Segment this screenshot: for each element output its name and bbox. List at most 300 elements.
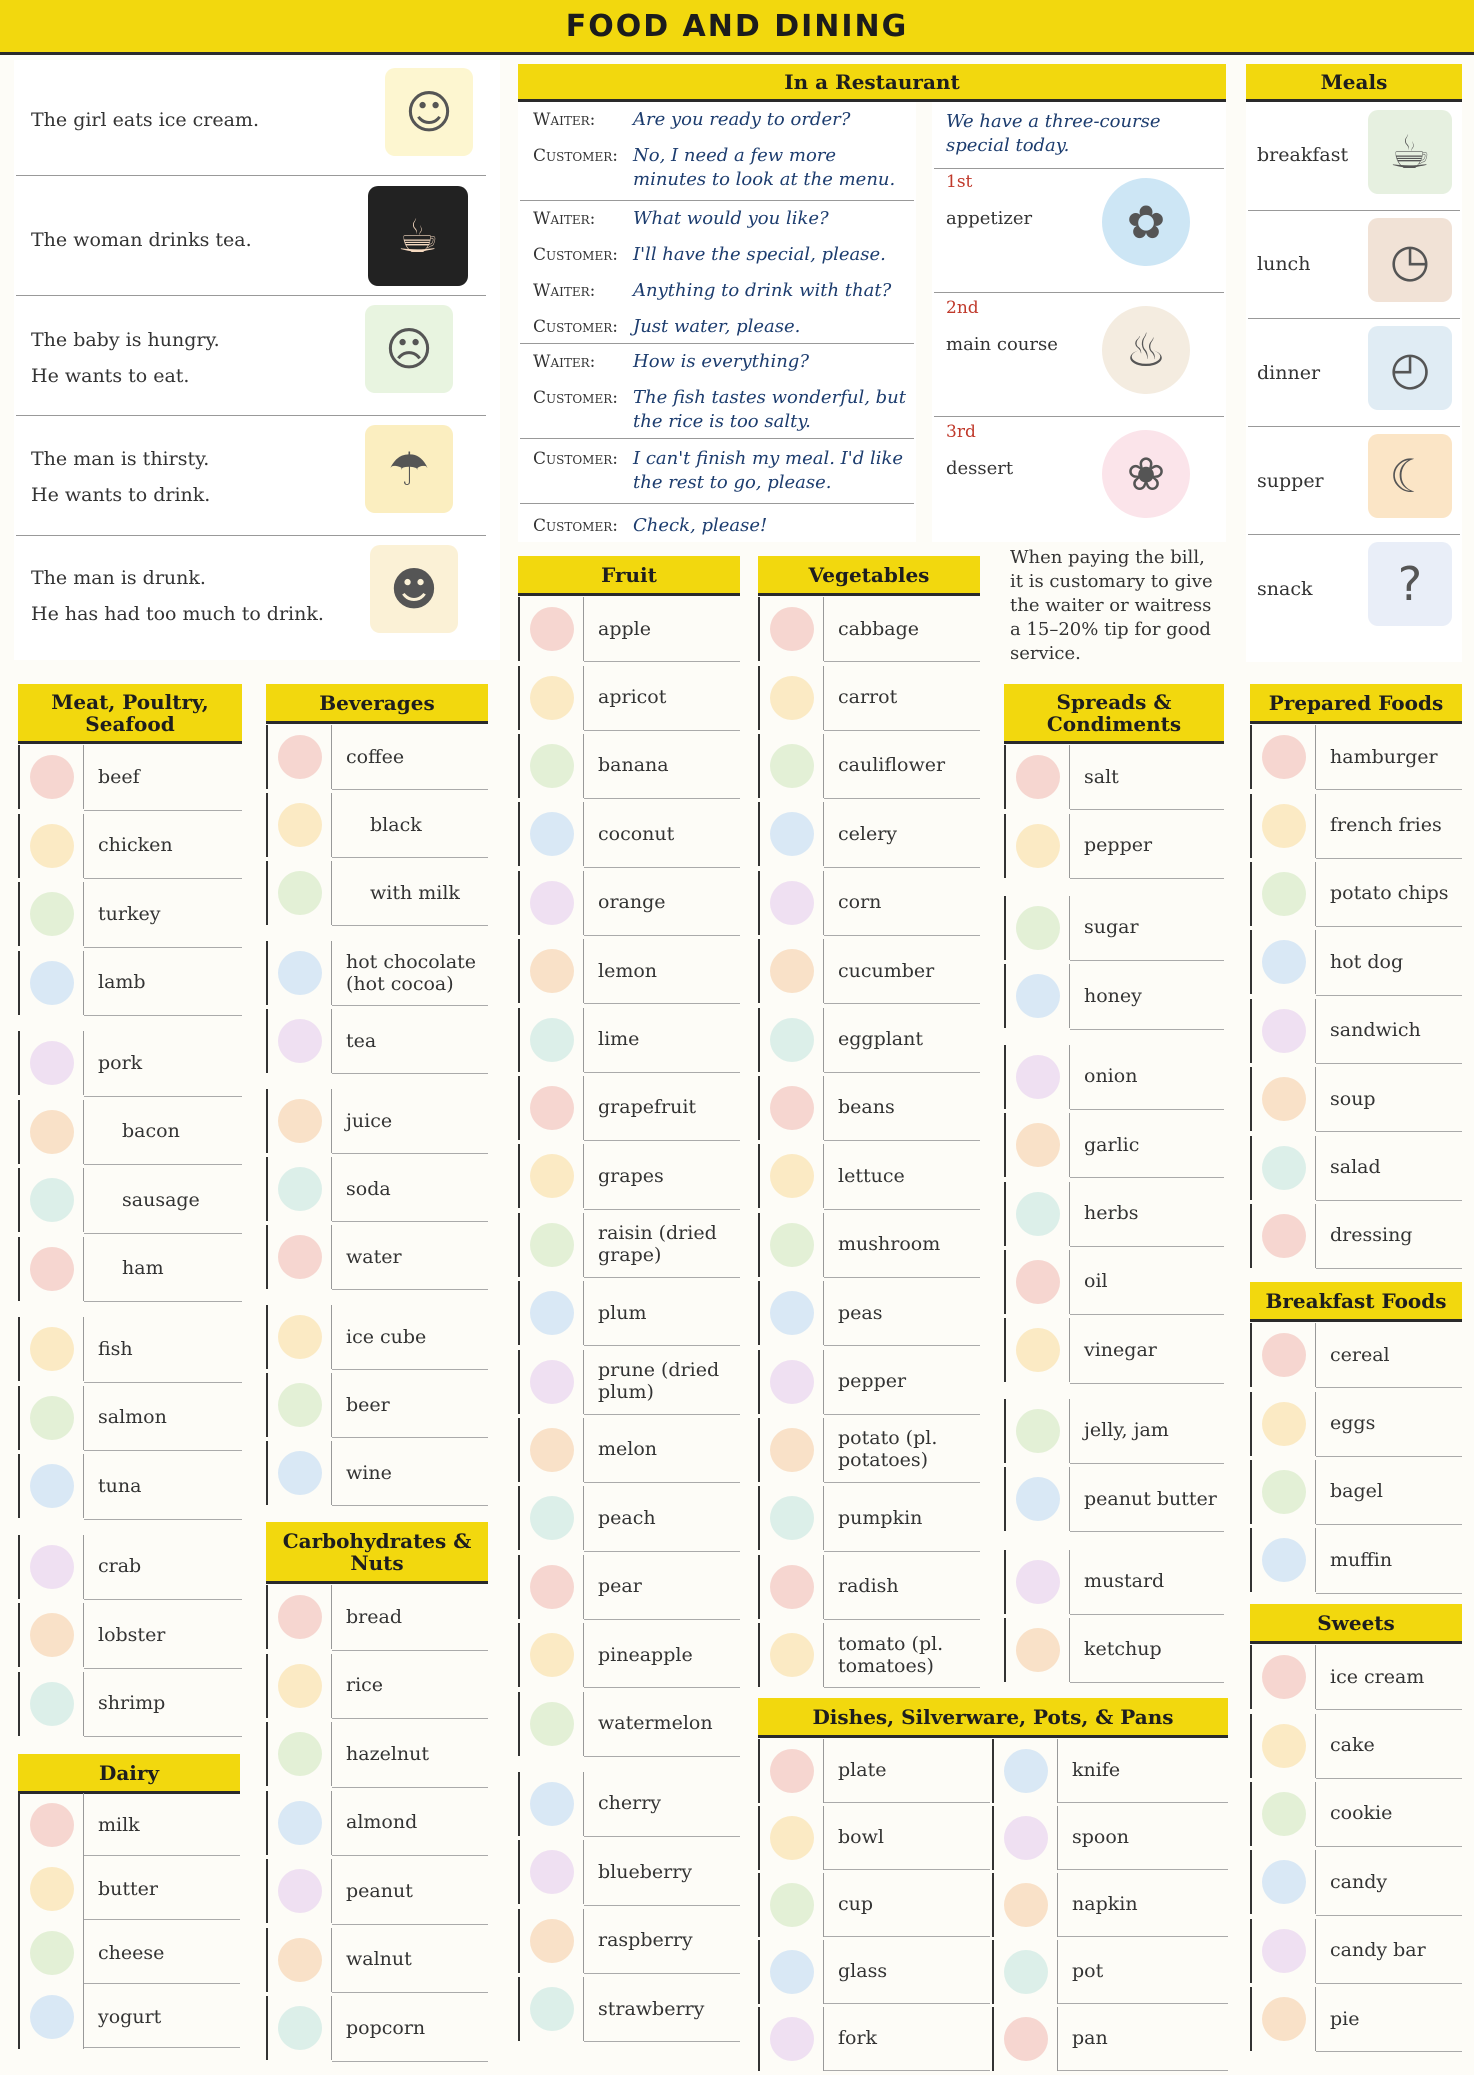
food-icon: [770, 2017, 814, 2061]
vegetables-item: [758, 1417, 980, 1483]
meat-title: Meat, Poultry, Seafood: [51, 689, 209, 736]
food-icon: [530, 744, 574, 788]
meat-item: [18, 1671, 242, 1738]
food-icon: [1016, 1628, 1060, 1672]
item-picture-cell: [518, 1977, 584, 2041]
item-label: potato chips: [1316, 861, 1462, 927]
food-icon: [30, 1995, 74, 2039]
speaker: Customer:: [533, 388, 618, 408]
sentence-2: [31, 222, 252, 258]
course-label: dessert: [946, 458, 1014, 479]
food-icon: [30, 1464, 74, 1508]
spreads-title: Spreads & Condiments: [1046, 689, 1182, 736]
food-icon: [530, 1018, 574, 1062]
item-picture-cell: [18, 1237, 84, 1301]
food-icon: [30, 755, 74, 799]
meat-item: [18, 1167, 242, 1234]
meal-supper: supper: [1257, 470, 1324, 492]
food-icon: [1004, 2017, 1048, 2061]
vegetables-item: [758, 1348, 980, 1414]
vegetables-item: [758, 801, 980, 867]
divider: [520, 503, 914, 504]
fruit-header: [518, 556, 740, 596]
dialogue-line-2: [533, 144, 913, 192]
item-picture-cell: [1004, 1113, 1070, 1177]
meat-header: [18, 684, 242, 744]
food-icon: [770, 1223, 814, 1267]
item-picture-cell: [266, 1089, 332, 1153]
item-label: coffee: [332, 724, 488, 790]
item-label: eggplant: [824, 1006, 980, 1072]
food-icon: [30, 1110, 74, 1154]
spreads-item: [1004, 1548, 1224, 1614]
item-label: cookie: [1316, 1781, 1462, 1847]
vegetables-title: Vegetables: [808, 562, 930, 587]
item-picture-cell: [758, 1144, 824, 1208]
food-icon: [1016, 1477, 1060, 1521]
item-label: pineapple: [584, 1622, 740, 1688]
sentence-4-line2: He wants to drink.: [31, 484, 211, 506]
item-picture-cell: [518, 597, 584, 661]
course-3: [946, 422, 1013, 479]
beverages-item: [266, 940, 488, 1006]
dialogue-text: I'll have the special, please.: [633, 244, 886, 265]
item-label: raspberry: [584, 1908, 740, 1974]
item-picture-cell: [18, 1100, 84, 1164]
item-label: carrot: [824, 664, 980, 730]
vegetables-header: [758, 556, 980, 596]
speaker: Waiter:: [533, 281, 596, 301]
item-picture-cell: [518, 1692, 584, 1756]
food-icon: [30, 824, 74, 868]
item-picture-cell: [758, 1486, 824, 1550]
dialogue-line-4: [533, 243, 913, 267]
item-label: sausage: [84, 1167, 242, 1234]
food-icon: [1262, 1214, 1306, 1258]
item-label: pumpkin: [824, 1485, 980, 1551]
woman-tea-picture: ☕: [368, 186, 468, 286]
item-label: butter: [84, 1858, 240, 1920]
item-label: hot dog: [1316, 929, 1462, 995]
item-picture-cell: [1004, 1182, 1070, 1246]
food-icon: [530, 676, 574, 720]
item-label: cereal: [1316, 1322, 1462, 1388]
item-picture-cell: [758, 1281, 824, 1345]
spreads-item: [1004, 895, 1224, 961]
speaker: Customer:: [533, 516, 618, 536]
meal-breakfast: breakfast: [1257, 144, 1349, 166]
item-picture-cell: [266, 1791, 332, 1855]
food-icon: [30, 1247, 74, 1291]
item-label: strawberry: [584, 1976, 740, 2042]
food-icon: [1016, 1409, 1060, 1453]
item-picture-cell: [18, 814, 84, 878]
item-label: bacon: [84, 1099, 242, 1166]
food-icon: [530, 1782, 574, 1826]
item-picture-cell: [266, 725, 332, 789]
speaker: Waiter:: [533, 110, 596, 130]
item-picture-cell: [518, 734, 584, 798]
dialogue-text: Just water, please.: [633, 316, 801, 337]
item-label: sandwich: [1316, 998, 1462, 1064]
meat-item: [18, 1236, 242, 1303]
item-label: walnut: [332, 1927, 488, 1994]
item-picture-cell: [758, 1623, 824, 1687]
item-label: pot: [1058, 1939, 1228, 2004]
item-picture-cell: [518, 1486, 584, 1550]
course-1: [946, 172, 1032, 229]
fruit-item: [518, 1212, 740, 1278]
thirsty-man-picture: ☂: [365, 425, 453, 513]
item-picture-cell: [758, 871, 824, 935]
special-note: [946, 110, 1196, 158]
food-icon: [1004, 1950, 1048, 1994]
item-picture-cell: [18, 1535, 84, 1599]
meals-title: Meals: [1320, 69, 1388, 94]
food-icon: [278, 2006, 322, 2050]
spreads-item: [1004, 1466, 1224, 1532]
fruit-item: [518, 1485, 740, 1551]
item-label: hamburger: [1316, 724, 1462, 790]
beverages-title: Beverages: [319, 690, 435, 715]
item-picture-cell: [18, 1985, 84, 2049]
food-icon: [1262, 1470, 1306, 1514]
dairy-item: [18, 1922, 240, 1984]
beverages-item: [266, 1088, 488, 1154]
item-label: pepper: [1070, 812, 1224, 878]
item-picture-cell: [1250, 1392, 1316, 1456]
spreads-header: [1004, 684, 1224, 744]
item-label: cake: [1316, 1712, 1462, 1778]
item-label: almond: [332, 1790, 488, 1857]
item-picture-cell: [518, 939, 584, 1003]
food-icon: [1016, 906, 1060, 950]
item-picture-cell: [758, 1806, 824, 1870]
carbs-item: [266, 1927, 488, 1994]
prepared-title: Prepared Foods: [1268, 690, 1444, 715]
sentence-3: [31, 322, 220, 394]
item-label: yogurt: [84, 1986, 240, 2048]
dishes-item: [758, 1872, 990, 1937]
item-label: salmon: [84, 1385, 242, 1452]
carbs-item: [266, 1995, 488, 2062]
dialogue-text: The fish tastes wonderful, but the rice is too salty.: [633, 387, 906, 432]
dinner-picture: ◴: [1368, 326, 1452, 410]
food-icon: [278, 1315, 322, 1359]
item-picture-cell: [1250, 862, 1316, 926]
item-picture-cell: [518, 1008, 584, 1072]
sweets-item: [1250, 1918, 1462, 1984]
dishes-item: [992, 1939, 1228, 2004]
food-icon: [30, 1041, 74, 1085]
speaker: Waiter:: [533, 209, 596, 229]
divider: [1248, 426, 1460, 427]
item-picture-cell: [758, 939, 824, 1003]
speaker: Customer:: [533, 146, 618, 166]
course-ordinal: 2nd: [946, 298, 979, 318]
food-icon: [1016, 1123, 1060, 1167]
item-picture-cell: [992, 2007, 1058, 2071]
dishes-item: [992, 1738, 1228, 1803]
spreads-item: [1004, 1317, 1224, 1383]
item-label: soup: [1316, 1066, 1462, 1132]
item-label: mushroom: [824, 1212, 980, 1278]
item-label: turkey: [84, 881, 242, 948]
item-picture-cell: [1004, 964, 1070, 1028]
vegetables-item: [758, 938, 980, 1004]
food-icon: [1262, 1929, 1306, 1973]
item-label: banana: [584, 733, 740, 799]
item-label: blueberry: [584, 1839, 740, 1905]
item-label: cucumber: [824, 938, 980, 1004]
item-picture-cell: [266, 1373, 332, 1437]
food-icon: [1262, 1402, 1306, 1446]
prepared-item: [1250, 861, 1462, 927]
dialogue-line-7: [533, 350, 913, 374]
item-picture-cell: [758, 1940, 824, 2004]
dialogue-line-9: [533, 447, 913, 495]
item-picture-cell: [518, 1555, 584, 1619]
item-label: wine: [332, 1440, 488, 1506]
item-picture-cell: [266, 1654, 332, 1718]
item-label: glass: [824, 1939, 990, 2004]
item-label: grapefruit: [584, 1075, 740, 1141]
vegetables-item: [758, 733, 980, 799]
item-label: french fries: [1316, 792, 1462, 858]
item-picture-cell: [758, 1076, 824, 1140]
food-icon: [30, 1867, 74, 1911]
beverages-item: [266, 1440, 488, 1506]
carbs-item: [266, 1721, 488, 1788]
item-picture-cell: [18, 882, 84, 946]
item-picture-cell: [1004, 1550, 1070, 1614]
dairy-title: Dairy: [98, 1760, 160, 1785]
meat-item: [18, 813, 242, 880]
dairy-item: [18, 1794, 240, 1856]
item-picture-cell: [18, 745, 84, 809]
item-picture-cell: [18, 1857, 84, 1921]
food-icon: [530, 812, 574, 856]
divider: [520, 343, 914, 344]
supper-picture: ☾: [1368, 434, 1452, 518]
carbs-item: [266, 1858, 488, 1925]
food-icon: [1016, 1055, 1060, 1099]
course-label: appetizer: [946, 208, 1033, 229]
dialogue-line-6: [533, 315, 913, 339]
item-label: with milk: [332, 860, 488, 926]
drunk-man-picture: ☻: [370, 545, 458, 633]
snack-picture: ?: [1368, 542, 1452, 626]
item-picture-cell: [1250, 725, 1316, 789]
food-icon: [278, 1732, 322, 1776]
item-picture-cell: [758, 1008, 824, 1072]
food-icon: [770, 607, 814, 651]
food-icon: [278, 735, 322, 779]
prepared-item: [1250, 1134, 1462, 1200]
item-picture-cell: [1250, 1323, 1316, 1387]
food-icon: [1016, 1328, 1060, 1372]
divider: [1248, 534, 1460, 535]
item-label: lobster: [84, 1602, 242, 1669]
sentence-4-line1: The man is thirsty.: [31, 448, 210, 470]
item-picture-cell: [18, 1317, 84, 1381]
food-icon: [30, 961, 74, 1005]
fruit-item: [518, 1280, 740, 1346]
item-label: bagel: [1316, 1459, 1462, 1525]
item-label: coconut: [584, 801, 740, 867]
meat-item: [18, 881, 242, 948]
food-icon: [1262, 1077, 1306, 1121]
item-label: peas: [824, 1280, 980, 1346]
prepared-header: [1250, 684, 1462, 724]
item-picture-cell: [18, 1672, 84, 1736]
dishes-item: [992, 2006, 1228, 2071]
food-icon: [1262, 1655, 1306, 1699]
item-picture-cell: [758, 1213, 824, 1277]
food-icon: [30, 1396, 74, 1440]
divider: [1248, 318, 1460, 319]
speaker: Waiter:: [533, 352, 596, 372]
food-icon: [1004, 1816, 1048, 1860]
item-picture-cell: [266, 1441, 332, 1505]
food-icon: [770, 744, 814, 788]
course-2: [946, 298, 1058, 355]
dialogue-line-8: [533, 386, 913, 434]
beverages-item: [266, 1224, 488, 1290]
fruit-item: [518, 801, 740, 867]
item-label: tea: [332, 1008, 488, 1074]
food-icon: [1016, 824, 1060, 868]
item-label: celery: [824, 801, 980, 867]
item-label: bowl: [824, 1805, 990, 1870]
food-icon: [770, 1291, 814, 1335]
dishes-title: Dishes, Silverware, Pots, & Pans: [812, 1704, 1174, 1729]
food-icon: [30, 1682, 74, 1726]
tip-note-text: When paying the bill, it is customary to give the waiter or waitress a 15–20% tip for good service.: [1010, 547, 1213, 664]
vegetables-item: [758, 1006, 980, 1072]
food-icon: [1262, 1009, 1306, 1053]
item-picture-cell: [18, 1454, 84, 1518]
food-icon: [770, 949, 814, 993]
divider: [16, 295, 486, 296]
item-label: beans: [824, 1075, 980, 1141]
item-picture-cell: [1004, 745, 1070, 809]
food-icon: [1262, 1333, 1306, 1377]
divider: [934, 416, 1224, 417]
dialogue-text: I can't finish my meal. I'd like the rest to go, please.: [633, 448, 904, 493]
divider: [16, 535, 486, 536]
item-picture-cell: [758, 2007, 824, 2071]
item-label: cherry: [584, 1771, 740, 1837]
sentence-2-line1: The woman drinks tea.: [31, 229, 252, 251]
food-icon: [1004, 1883, 1048, 1927]
item-picture-cell: [1250, 1528, 1316, 1592]
sentence-4: [31, 441, 210, 513]
item-label: juice: [332, 1088, 488, 1154]
food-icon: [770, 676, 814, 720]
meat-item: [18, 744, 242, 811]
dialogue-line-3: [533, 207, 913, 231]
item-label: knife: [1058, 1738, 1228, 1803]
beverages-item: [266, 1372, 488, 1438]
fruit-item: [518, 938, 740, 1004]
food-icon: [278, 1019, 322, 1063]
item-picture-cell: [992, 1806, 1058, 1870]
item-picture-cell: [1004, 1045, 1070, 1109]
food-icon: [30, 1931, 74, 1975]
spreads-item: [1004, 1112, 1224, 1178]
main-course-picture: ♨: [1102, 306, 1190, 394]
food-icon: [530, 1633, 574, 1677]
dessert-picture: ❀: [1102, 430, 1190, 518]
food-icon: [770, 1360, 814, 1404]
meals-header: [1246, 64, 1462, 102]
food-icon: [770, 1950, 814, 1994]
spreads-item: [1004, 1044, 1224, 1110]
item-picture-cell: [758, 802, 824, 866]
item-picture-cell: [758, 1555, 824, 1619]
vegetables-item: [758, 1485, 980, 1551]
dairy-item: [18, 1858, 240, 1920]
fruit-item: [518, 664, 740, 730]
food-icon: [278, 1869, 322, 1913]
tip-note: [1010, 546, 1220, 666]
food-icon: [770, 1496, 814, 1540]
item-label: water: [332, 1224, 488, 1290]
fruit-item: [518, 1622, 740, 1688]
speaker: Customer:: [533, 245, 618, 265]
item-label: spoon: [1058, 1805, 1228, 1870]
item-picture-cell: [1250, 1645, 1316, 1709]
breakfast-item: [1250, 1459, 1462, 1525]
food-icon: [770, 1154, 814, 1198]
item-label: grapes: [584, 1143, 740, 1209]
item-picture-cell: [1004, 1618, 1070, 1682]
item-picture-cell: [1250, 1460, 1316, 1524]
dishes-item: [758, 1738, 990, 1803]
item-label: cup: [824, 1872, 990, 1937]
food-icon: [530, 1291, 574, 1335]
dialogue-text: No, I need a few more minutes to look at the menu.: [633, 145, 896, 190]
dialogue-text: Check, please!: [633, 515, 768, 536]
item-label: peanut: [332, 1858, 488, 1925]
food-icon: [1016, 755, 1060, 799]
vegetables-item: [758, 870, 980, 936]
course-ordinal: 3rd: [946, 422, 976, 442]
item-label: pear: [584, 1554, 740, 1620]
item-picture-cell: [1004, 1467, 1070, 1531]
breakfast-foods-header: [1250, 1282, 1462, 1322]
food-icon: [278, 803, 322, 847]
item-picture-cell: [18, 1793, 84, 1857]
vegetables-item: [758, 664, 980, 730]
item-label: pepper: [824, 1348, 980, 1414]
fruit-title: Fruit: [601, 562, 657, 587]
item-picture-cell: [1250, 1204, 1316, 1268]
food-icon: [770, 1749, 814, 1793]
item-label: bread: [332, 1584, 488, 1651]
item-picture-cell: [758, 666, 824, 730]
item-picture-cell: [1250, 1714, 1316, 1778]
divider: [934, 292, 1224, 293]
breakfast-picture: ☕: [1368, 110, 1452, 194]
item-label: black: [332, 792, 488, 858]
item-picture-cell: [518, 802, 584, 866]
food-icon: [30, 1803, 74, 1847]
fruit-item: [518, 1075, 740, 1141]
item-picture-cell: [1250, 1919, 1316, 1983]
item-label: garlic: [1070, 1112, 1224, 1178]
